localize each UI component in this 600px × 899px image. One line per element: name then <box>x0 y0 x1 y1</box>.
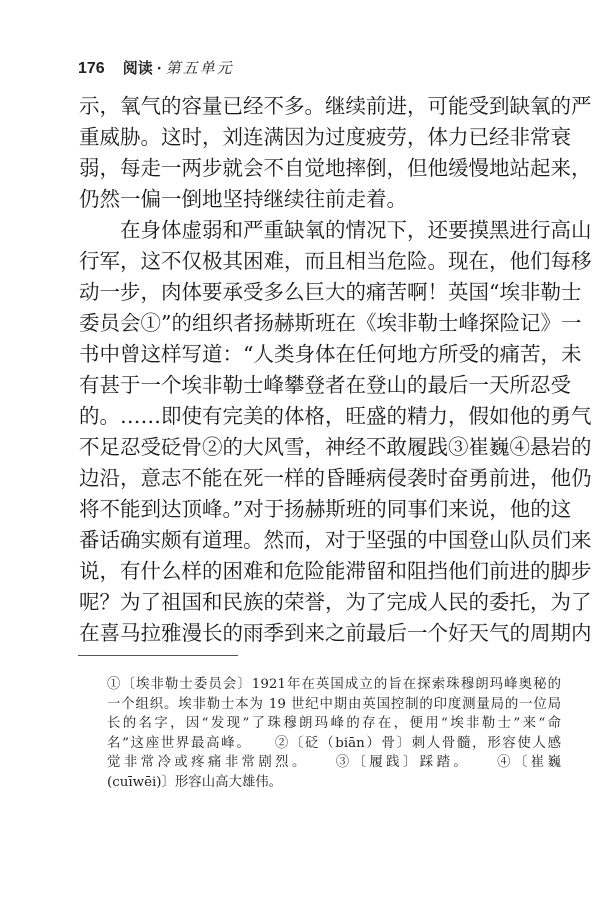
body-text <box>79 91 592 649</box>
body-line: 有甚于一个埃非勒士峰攀登者在登山的最后一天所忍受 <box>79 373 571 397</box>
body-line: 重威胁。这时，刘连满因为过度疲劳，体力已经非常衰 <box>79 125 571 149</box>
body-line: 呢？为了祖国和民族的荣誉，为了完成人民的委托，为了 <box>79 590 592 614</box>
footnote-line: 觉非常冷或疼痛非常剧烈。 ③〔履践〕踩踏。 ④〔崔巍 <box>107 755 561 770</box>
body-line: 弱，每走一两步就会不自觉地摔倒，但他缓慢地站起来， <box>79 156 592 180</box>
header-separator: · <box>156 61 162 77</box>
body-line: 在喜马拉雅漫长的雨季到来之前最后一个好天气的周期内 <box>79 621 592 645</box>
page-number: 176 <box>78 60 105 77</box>
body-line: 将不能到达顶峰。”对于扬赫斯班的同事们来说，他的这 <box>79 497 572 521</box>
page-header <box>78 57 234 79</box>
footnote-divider <box>78 655 238 656</box>
unit-label: 第五单元 <box>165 59 234 77</box>
body-line: 的。……即使有完美的体格，旺盛的精力，假如他的勇气 <box>79 404 592 428</box>
body-line: 示，氧气的容量已经不多。继续前进，可能受到缺氧的严 <box>79 94 592 118</box>
body-line: 不足忍受砭骨②的大风雪，神经不敢履践③崔巍④悬岩的 <box>79 435 592 459</box>
footnote-line: 长的名字，因“发现”了珠穆朗玛峰的存在，便用“埃非勒士”来“命 <box>107 716 561 731</box>
body-line: 动一步，肉体要承受多么巨大的痛苦啊！英国“埃非勒士 <box>79 280 582 304</box>
footnote-line: 一个组织。埃非勒士本为 19 世纪中期由英国控制的印度测量局的一位局 <box>107 696 561 712</box>
section-label: 阅读 <box>122 59 153 77</box>
body-line: 说，有什么样的困难和危险能滞留和阻挡他们前进的脚步 <box>79 559 592 583</box>
body-line: 在身体虚弱和严重缺氧的情况下，还要摸黑进行高山 <box>79 218 592 242</box>
footnote-line: ①〔埃非勒士委员会〕1921年在英国成立的旨在探索珠穆朗玛峰奥秘的 <box>107 677 561 692</box>
body-line: 仍然一偏一倒地坚持继续往前走着。 <box>79 187 407 211</box>
footnote-line: 名”这座世界最高峰。 ②〔砭（biān）骨〕刺人骨髓，形容使人感 <box>107 735 561 751</box>
footnote-line: (cuīwēi)〕形容山高大雄伟。 <box>107 774 283 790</box>
body-line: 边沿，意志不能在死一样的昏睡病侵袭时奋勇前进，他仍 <box>79 466 592 490</box>
footnotes <box>107 675 561 792</box>
body-line: 委员会①”的组织者扬赫斯班在《埃非勒士峰探险记》一 <box>79 311 582 335</box>
body-line: 番话确实颇有道理。然而，对于坚强的中国登山队员们来 <box>79 528 592 552</box>
body-line: 行军，这不仅极其困难，而且相当危险。现在，他们每移 <box>79 249 592 273</box>
body-line: 书中曾这样写道：“人类身体在任何地方所受的痛苦，未 <box>79 342 582 366</box>
